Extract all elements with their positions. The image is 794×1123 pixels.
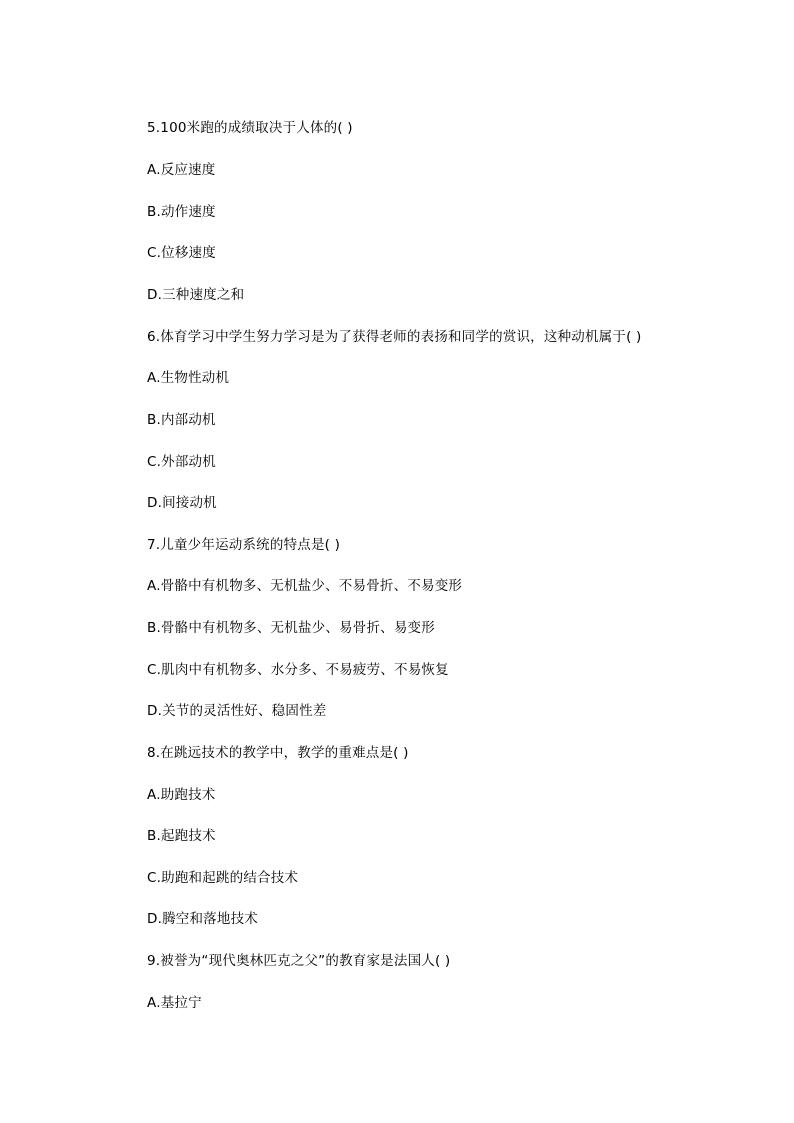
option-9a: A.基拉宁 [147,995,202,1011]
option-5b: B.动作速度 [147,204,216,220]
option-5d: D.三种速度之和 [147,287,245,303]
option-6a: A.生物性动机 [147,370,230,386]
option-6c: C.外部动机 [147,454,216,470]
option-8c: C.助跑和起跳的结合技术 [147,870,299,886]
option-7b: B.骨骼中有机物多、无机盐少、易骨折、易变形 [147,620,435,636]
option-7a: A.骨骼中有机物多、无机盐少、不易骨折、不易变形 [147,578,463,594]
option-5c: C.位移速度 [147,245,216,261]
option-5a: A.反应速度 [147,162,216,178]
question-6: 6.体育学习中学生努力学习是为了获得老师的表扬和同学的赏识，这种动机属于( ) [147,329,642,345]
option-8a: A.助跑技术 [147,787,216,803]
question-8: 8.在跳远技术的教学中，教学的重难点是( ) [147,745,409,761]
option-8b: B.起跑技术 [147,828,216,844]
option-7d: D.关节的灵活性好、稳固性差 [147,703,327,719]
option-6b: B.内部动机 [147,412,216,428]
option-7c: C.肌肉中有机物多、水分多、不易疲劳、不易恢复 [147,662,449,678]
question-9: 9.被誉为“现代奥林匹克之父”的教育家是法国人( ) [147,953,451,969]
question-7: 7.儿童少年运动系统的特点是( ) [147,537,341,553]
option-6d: D.间接动机 [147,495,217,511]
question-5: 5.100米跑的成绩取决于人体的( ) [147,120,353,136]
option-8d: D.腾空和落地技术 [147,911,258,927]
